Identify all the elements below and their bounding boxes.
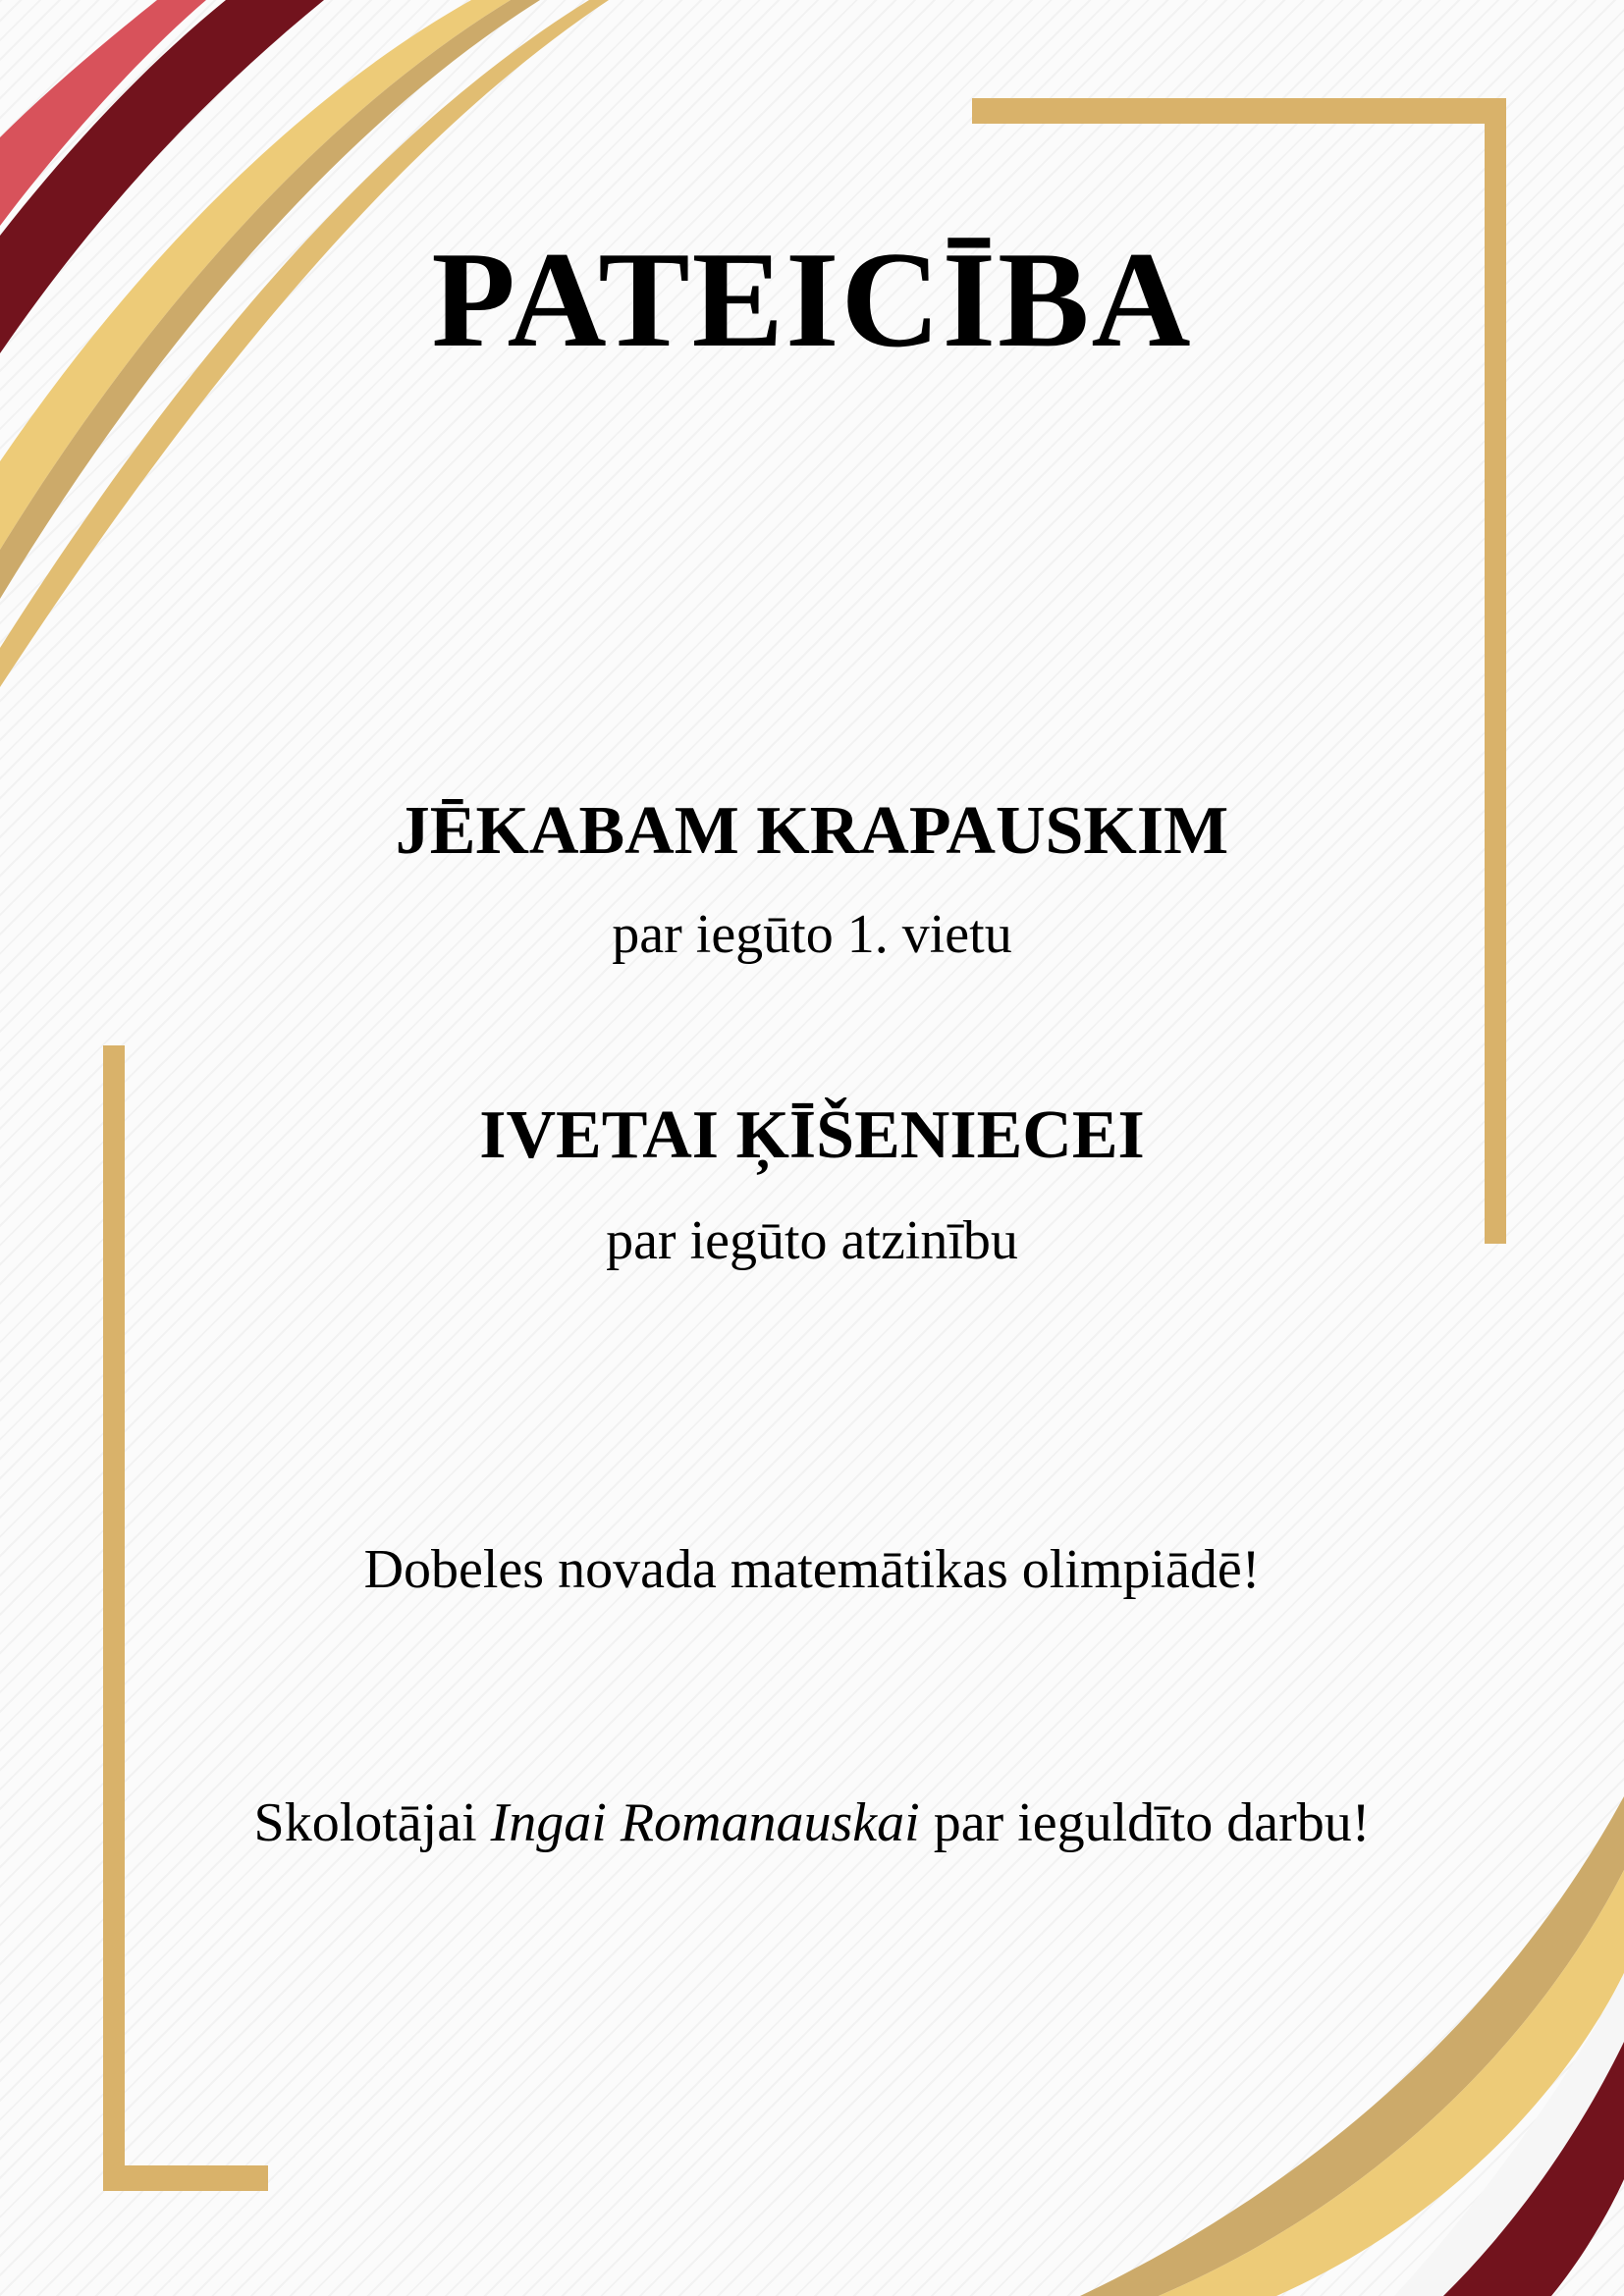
recipient-1-name: JĒKABAM KRAPAUSKIM	[395, 793, 1229, 869]
bottom-left-frame-horizontal	[103, 2165, 268, 2191]
teacher-suffix: par ieguldīto darbu!	[919, 1792, 1371, 1853]
teacher-prefix: Skolotājai	[253, 1792, 491, 1853]
certificate-title: PATEICĪBA	[431, 224, 1193, 376]
teacher-line	[0, 1791, 1624, 1854]
bottom-right-swoosh	[1080, 1796, 1624, 2296]
event-line: Dobeles novada matemātikas olimpiādē!	[363, 1539, 1261, 1600]
teacher-name: Ingai Romanauskai	[490, 1792, 920, 1853]
recipient-2-reason: par iegūto atzinību	[606, 1210, 1018, 1271]
top-right-frame-horizontal	[972, 98, 1506, 124]
recipient-1-reason: par iegūto 1. vietu	[612, 904, 1012, 965]
recipient-2-name: IVETAI ĶĪŠENIECEI	[479, 1097, 1145, 1173]
